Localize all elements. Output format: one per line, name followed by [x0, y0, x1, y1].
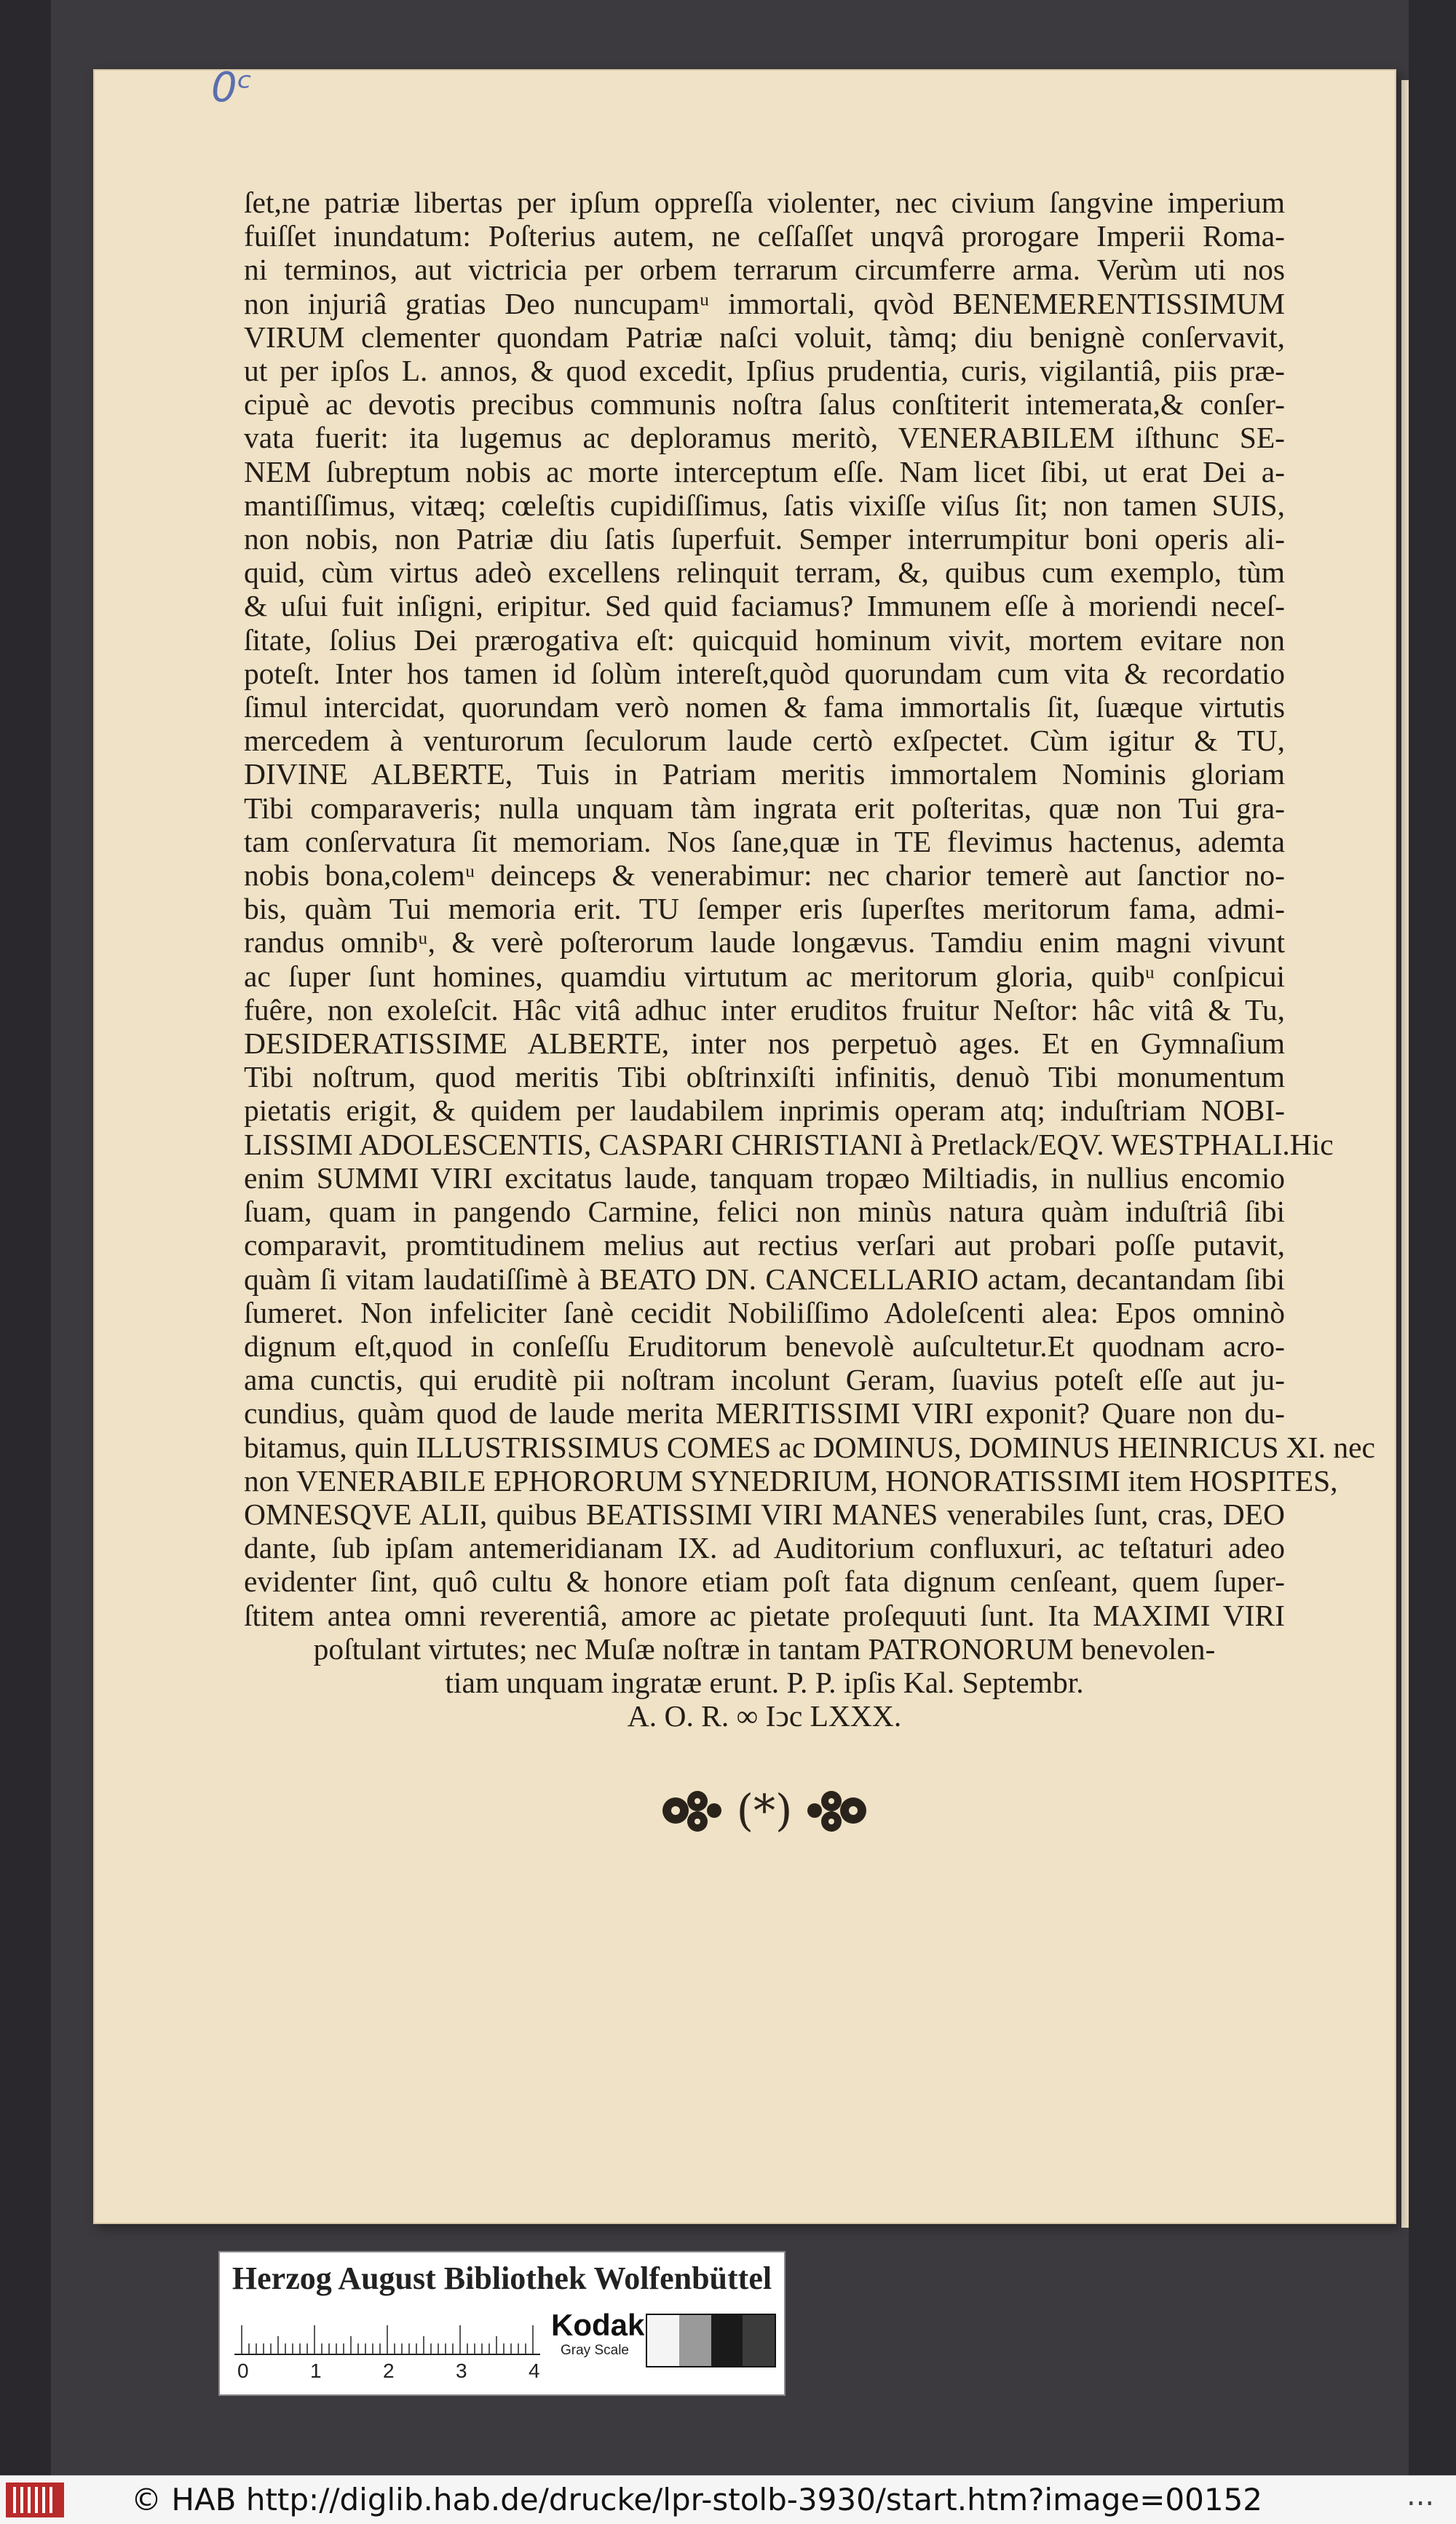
viewer-footer: [0, 2475, 1456, 2524]
gray-patch: [647, 2315, 679, 2366]
text-line: randus omnibᵘ, & verè poſterorum laude longævus. Tamdiu enim magni vivunt: [244, 925, 1285, 960]
ruler-number: 0: [237, 2359, 249, 2382]
text-line: dignum eſt,quod in conſeſſu Eruditorum benevolè auſcultetur.Et quodnam acro-: [244, 1329, 1285, 1363]
gray-patch: [711, 2315, 743, 2366]
text-line: VIRUM clementer quondam Patriæ naſci voluit, tàmq; diu benignè conſervavit,: [244, 320, 1285, 354]
gray-patch: [743, 2315, 775, 2366]
text-line: NEM ſubreptum nobis ac morte interceptum eſſe. Nam licet ſibi, ut erat Dei a-: [244, 454, 1285, 488]
text-line: evidenter ſint, quô cultu & honore etiam poſt fata dignum cenſeant, quem ſuper-: [244, 1564, 1285, 1599]
ruler-number: 4: [529, 2359, 540, 2382]
floral-left-icon: [657, 1785, 723, 1836]
printer-ornament: [655, 1782, 874, 1848]
gray-patches: [646, 2314, 776, 2367]
text-line: LISSIMI ADOLESCENTIS, CASPARI CHRISTIANI à Pretlack/EQV. WESTPHALI.Hic: [244, 1127, 1334, 1161]
copyright-url[interactable]: © HAB http://diglib.hab.de/drucke/lpr-stolb-3930/start.htm?image=00152: [131, 2482, 1263, 2517]
text-line: ut per ipſos L. annos, & quod excedit, Ipſius prudentia, curis, vigilantiâ, piis præ-: [244, 354, 1285, 388]
text-line: cundius, quàm quod de laude merita MERITISSIMI VIRI exponit? Quare non du-: [244, 1396, 1285, 1431]
text-line: ſumeret. Non infeliciter ſanè cecidit Nobiliſſimo Adoleſcenti alea: Epos omninò: [244, 1295, 1285, 1329]
text-line: quid, cùm virtus adeò excellens relinquit terram, &, quibus cum exemplo, tùm: [244, 555, 1285, 590]
gray-patch: [679, 2315, 711, 2366]
text-line: ni terminos, aut victricia per orbem terrarum circumferre arma. Verùm uti nos: [244, 253, 1285, 287]
kodak-brand: Kodak: [551, 2308, 645, 2342]
text-line: nobis bona,colemᵘ deinceps & venerabimur: nec charior temerè aut ſanctior no-: [244, 858, 1285, 893]
text-line: comparavit, promtitudinem melius aut rectius verſari aut probari poſſe putavit,: [244, 1228, 1285, 1262]
library-name: Herzog August Bibliothek Wolfenbüttel: [232, 2260, 772, 2296]
text-line: DESIDERATISSIME ALBERTE, inter nos perpetuò ages. Et en Gymnaſium: [244, 1026, 1285, 1061]
floral-right-icon: [806, 1785, 871, 1836]
gray-scale-label: Gray Scale: [561, 2343, 629, 2358]
scan-background-left: [0, 0, 51, 2475]
hab-logo-icon[interactable]: [6, 2483, 64, 2517]
text-line: non VENERABILE EPHORORUM SYNEDRIUM, HONORATISSIMI item HOSPITES,: [244, 1463, 1338, 1498]
ornament-center: (*): [736, 1785, 793, 1837]
library-color-card: [218, 2251, 786, 2396]
text-line: fuiſſet inundatum: Poſterius autem, ne ceſſaſſet unqvâ prorogare Imperii Roma-: [244, 219, 1285, 253]
closing-line: poſtulant virtutes; nec Muſæ noſtræ in tantam PATRONORUM benevolen-: [313, 1631, 1216, 1666]
latin-body-text: [244, 186, 1375, 1733]
date-line: A. O. R. ∞ Iↄc LXXX.: [627, 1699, 902, 1733]
text-line: tam conſervatura ſit memoriam. Nos ſane,quæ in TE flevimus hactenus, ademta: [244, 824, 1285, 858]
pencil-annotation: 0ᶜ: [211, 64, 253, 111]
text-line: fuêre, non exoleſcit. Hâc vitâ adhuc inter eruditos fruitur Neſtor: hâc vitâ & Tu,: [244, 992, 1285, 1026]
text-line: & uſui fuit inſigni, eripitur. Sed quid faciamus? Immunem eſſe à moriendi neceſ-: [244, 589, 1285, 623]
ruler-number: 3: [456, 2359, 467, 2382]
text-line: bitamus, quin ILLUSTRISSIMUS COMES ac DOMINUS, DOMINUS HEINRICUS XI. nec: [244, 1430, 1375, 1464]
text-line: cipuè ac devotis precibus communis noſtra ſalus conſtiterit intemerata,& conſer-: [244, 387, 1285, 422]
scan-background-right: [1409, 0, 1456, 2475]
text-line: non nobis, non Patriæ diu ſatis ſuperfuit. Semper interrumpitur boni operis ali-: [244, 522, 1285, 556]
text-line: Tibi comparaveris; nulla unquam tàm ingrata erit poſteritas, quæ non Tui gra-: [244, 791, 1285, 825]
text-line: vata fuerit: ita lugemus ac deploramus meritò, VENERABILEM iſthunc SE-: [244, 421, 1285, 455]
text-line: dante, ſub ipſam antemeridianam IX. ad Auditorium confluxuri, ac teſtaturi adeo: [244, 1531, 1285, 1565]
text-line: ac ſuper ſunt homines, quamdiu virtutum ac meritorum gloria, quibᵘ conſpicui: [244, 959, 1285, 993]
ruler-number: 1: [310, 2359, 322, 2382]
text-line: quàm ſi vitam laudatiſſimè à BEATO DN. CANCELLARIO actam, decantandam ſibi: [244, 1262, 1285, 1296]
menu-dots-icon[interactable]: ...: [1406, 2479, 1435, 2512]
text-line: enim SUMMI VIRI excitatus laude, tanquam tropæo Miltiadis, in nullius encomio: [244, 1160, 1285, 1195]
closing-line: tiam unquam ingratæ erunt. P. P. ipſis Kal. Septembr.: [445, 1665, 1084, 1699]
ruler-number: 2: [383, 2359, 395, 2382]
text-line: bis, quàm Tui memoria erit. TU ſemper eris ſuperſtes meritorum fama, admi-: [244, 892, 1285, 926]
text-line: ſuam, quam in pangendo Carmine, felici non minùs natura quàm induſtriâ ſibi: [244, 1195, 1285, 1229]
text-line: non injuriâ gratias Deo nuncupamᵘ immortali, qvòd BENEMERENTISSIMUM: [244, 286, 1285, 320]
text-line: ſet,ne patriæ libertas per ipſum oppreſſa violenter, nec civium ſangvine imperium: [244, 186, 1285, 219]
ruler-scale: [234, 2311, 562, 2383]
text-line: poteſt. Inter hos tamen id ſolùm intereſt,quòd quorundam cum vita & recordatio: [244, 656, 1285, 690]
text-line: ſimul intercidat, quorundam verò nomen & fama immortalis ſit, ſuæque virtutis: [244, 690, 1285, 724]
text-line: mantiſſimus, vitæq; cœleſtis cupidiſſimus, ſatis vixiſſe viſus ſit; non tamen SUIS,: [244, 488, 1285, 522]
text-line: Tibi noſtrum, quod meritis Tibi obſtrinxiſti infinitis, denuò Tibi monumentum: [244, 1060, 1285, 1094]
text-line: ſitate, ſolius Dei prærogativa eſt: quicquid hominum vivit, mortem evitare non: [244, 622, 1285, 657]
text-line: OMNESQVE ALII, quibus BEATISSIMI VIRI MANES venerabiles ſunt, cras, DEO: [244, 1497, 1285, 1531]
text-line: mercedem à venturorum ſeculorum laude certò exſpectet. Cùm igitur & TU,: [244, 724, 1285, 758]
text-line: DIVINE ALBERTE, Tuis in Patriam meritis immortalem Nominis gloriam: [244, 757, 1285, 791]
text-line: ama cunctis, qui eruditè pii noſtram incolunt Geram, ſuavius poteſt eſſe aut ju-: [244, 1363, 1285, 1397]
text-line: ſtitem antea omni reverentiâ, amore ac pietate proſequuti ſunt. Ita MAXIMI VIRI: [244, 1598, 1285, 1632]
text-line: pietatis erigit, & quidem per laudabilem inprimis operam atq; induſtriam NOBI-: [244, 1093, 1285, 1128]
